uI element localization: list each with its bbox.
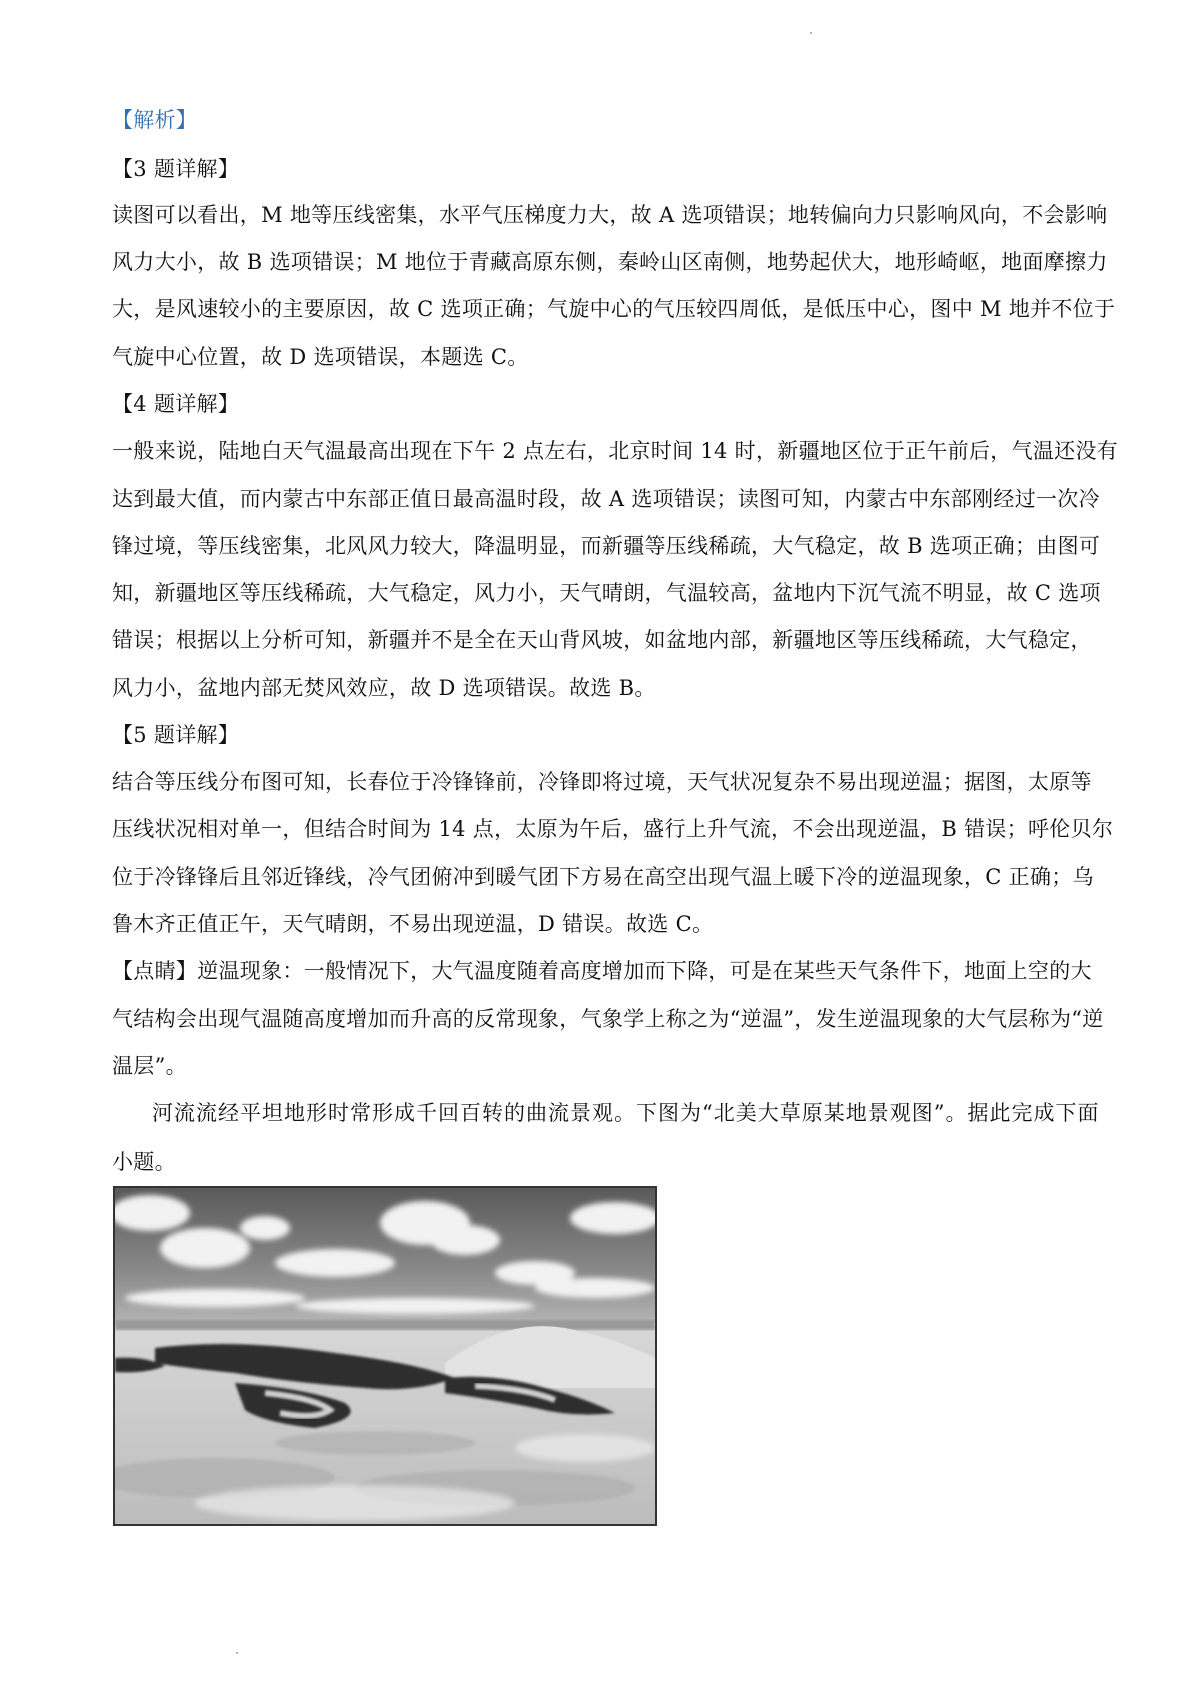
scan-speck (810, 32, 812, 34)
q4-text-line: 错误；根据以上分析可知，新疆并不是全在天山背风坡，如盆地内部，新疆地区等压线稀疏，大气稳定， (112, 628, 1092, 652)
q4-text-line: 达到最大值，而内蒙古中东部正值日最高温时段，故 A 选项错误；读图可知，内蒙古中东部刚经过一次冷 (112, 487, 1100, 511)
q5-title: 【5 题详解】 (112, 723, 240, 747)
scan-speck (236, 1652, 238, 1654)
note-text-line: 【点睛】逆温现象：一般情况下，大气温度随着高度增加而下降，可是在某些天气条件下，地面上空的大 (112, 959, 1092, 983)
q4-text-line: 知，新疆地区等压线稀疏，大气稳定，风力小，天气晴朗，气温较高，盆地内下沉气流不明显，故 C 选项 (112, 581, 1101, 605)
q4-title: 【4 题详解】 (112, 392, 240, 416)
q4-text-line: 风力小，盆地内部无焚风效应，故 D 选项错误。故选 B。 (112, 676, 656, 700)
q4-text-line: 一般来说，陆地白天气温最高出现在下午 2 点左右，北京时间 14 时，新疆地区位于正午前后，气温还没有 (112, 439, 1119, 463)
intro-text-line: 小题。 (112, 1150, 176, 1174)
q3-text-line: 风力大小，故 B 选项错误；M 地位于青藏高原东侧，秦岭山区南侧，地势起伏大，地形崎岖，地面摩擦力 (112, 250, 1108, 274)
q3-text-line: 读图可以看出，M 地等压线密集，水平气压梯度力大，故 A 选项错误；地转偏向力只影响风向，不会影响 (112, 203, 1108, 227)
note-text-line: 温层”。 (112, 1054, 187, 1078)
q3-text-line: 气旋中心位置，故 D 选项错误，本题选 C。 (112, 345, 529, 369)
q5-text-line: 鲁木齐正值正午，天气晴朗，不易出现逆温，D 错误。故选 C。 (112, 912, 714, 936)
q3-title: 【3 题详解】 (112, 157, 240, 181)
intro-text-line: 河流流经平坦地形时常形成千回百转的曲流景观。下图为“北美大草原某地景观图”。据此完成下面 (152, 1101, 1100, 1125)
note-text-line: 气结构会出现气温随高度增加而升高的反常现象，气象学上称之为“逆温”，发生逆温现象的大气层称为“逆 (112, 1007, 1104, 1031)
prairie-landscape-photo (113, 1186, 657, 1526)
q5-text-line: 结合等压线分布图可知，长春位于冷锋锋前，冷锋即将过境，天气状况复杂不易出现逆温；据图，太原等 (112, 770, 1092, 794)
q5-text-line: 位于冷锋锋后且邻近锋线，冷气团俯冲到暖气团下方易在高空出现气温上暖下冷的逆温现象，C 正确；乌 (112, 865, 1094, 889)
q3-text-line: 大，是风速较小的主要原因，故 C 选项正确；气旋中心的气压较四周低，是低压中心，图中 M 地并不位于 (112, 297, 1116, 321)
analysis-header: 【解析】 (112, 108, 198, 132)
q5-text-line: 压线状况相对单一，但结合时间为 14 点，太原为午后，盛行上升气流，不会出现逆温，B 错误；呼伦贝尔 (112, 817, 1114, 841)
q4-text-line: 锋过境，等压线密集，北风风力较大，降温明显，而新疆等压线稀疏，大气稳定，故 B 选项正确；由图可 (112, 534, 1101, 558)
